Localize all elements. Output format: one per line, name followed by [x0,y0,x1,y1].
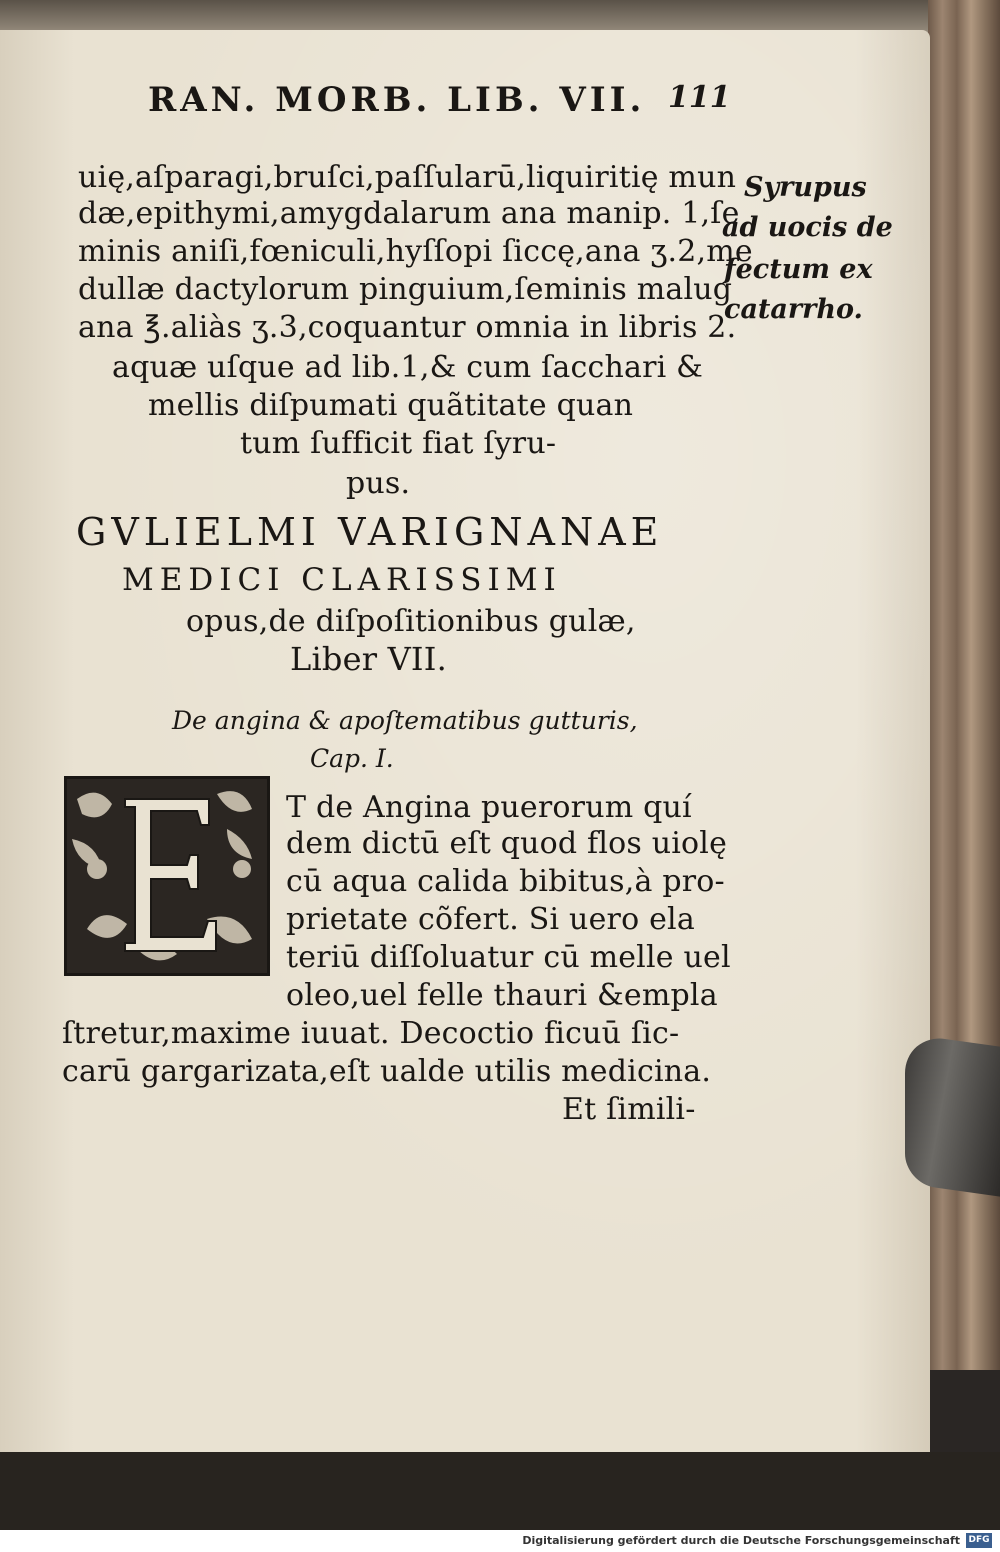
text-line: oleo,uel felle thauri &empla [286,978,718,1013]
text-line: tum ſufficit fiat ſyru- [240,426,557,461]
book-title-author: GVLIELMI VARIGNANAE [76,510,664,554]
text-line: aquæ uſque ad lib.1,& cum ſacchari & [112,350,704,385]
book-title-epithet: MEDICI CLARISSIMI [122,562,562,598]
text-line: T de Angina puerorum quí [286,790,692,825]
text-line: dæ,epithymi,amygdalarum ana manip. 1,ſe [78,196,740,231]
catchword: Et ſimili- [562,1092,696,1127]
text-line: minis aniſi,fœniculi,hyſſopi ſiccę,ana ʒ.2,me [78,234,753,269]
footer-credit: Digitalisierung gefördert durch die Deutsche Forschungsgemeinschaft [522,1534,960,1547]
dfg-logo-icon: DFG [966,1533,992,1548]
text-line: uię,aſparagi,bruſci,paſſularū,liquiritię mun [78,160,737,195]
margin-note-line: catarrho. [724,294,863,325]
text-line: dullæ dactylorum pinguium,ſeminis malug [78,272,733,307]
text-line: pus. [346,466,411,501]
text-line: prietate cõfert. Si uero ela [286,902,695,937]
text-line: dem dictū eſt quod flos uiolę [286,826,728,861]
running-head: RAN. MORB. LIB. VII. [148,80,646,120]
margin-note-line: ad uocis de [722,212,893,243]
footer-bar [0,1530,1000,1552]
book-title-subject: opus,de diſpoſitionibus gulæ, [186,604,636,639]
text-line: teriū diſſoluatur cū melle uel [286,940,731,975]
text-line: ana ℥.aliàs ʒ.3,coquantur omnia in libris 2. [78,310,737,345]
text-line: ſtretur,maxime iuuat. Decoctio ficuū ſic- [62,1016,680,1051]
book-title-liber: Liber VII. [290,640,447,678]
folio-number: 111 [668,80,731,115]
decorated-initial-e [64,776,270,976]
floral-initial-icon [67,779,267,973]
scan-background [0,1452,1000,1530]
margin-note-line: Syrupus [744,172,867,203]
text-line: carū gargarizata,eſt ualde utilis medicina. [62,1054,712,1089]
chapter-heading: De angina & apoſtematibus gutturis, [172,706,638,735]
page-clip [905,1033,1000,1196]
chapter-number: Cap. I. [310,744,394,773]
margin-note-line: fectum ex [724,254,873,285]
text-line: mellis diſpumati quãtitate quan [148,388,634,423]
text-line: cū aqua calida bibitus,à pro- [286,864,725,899]
